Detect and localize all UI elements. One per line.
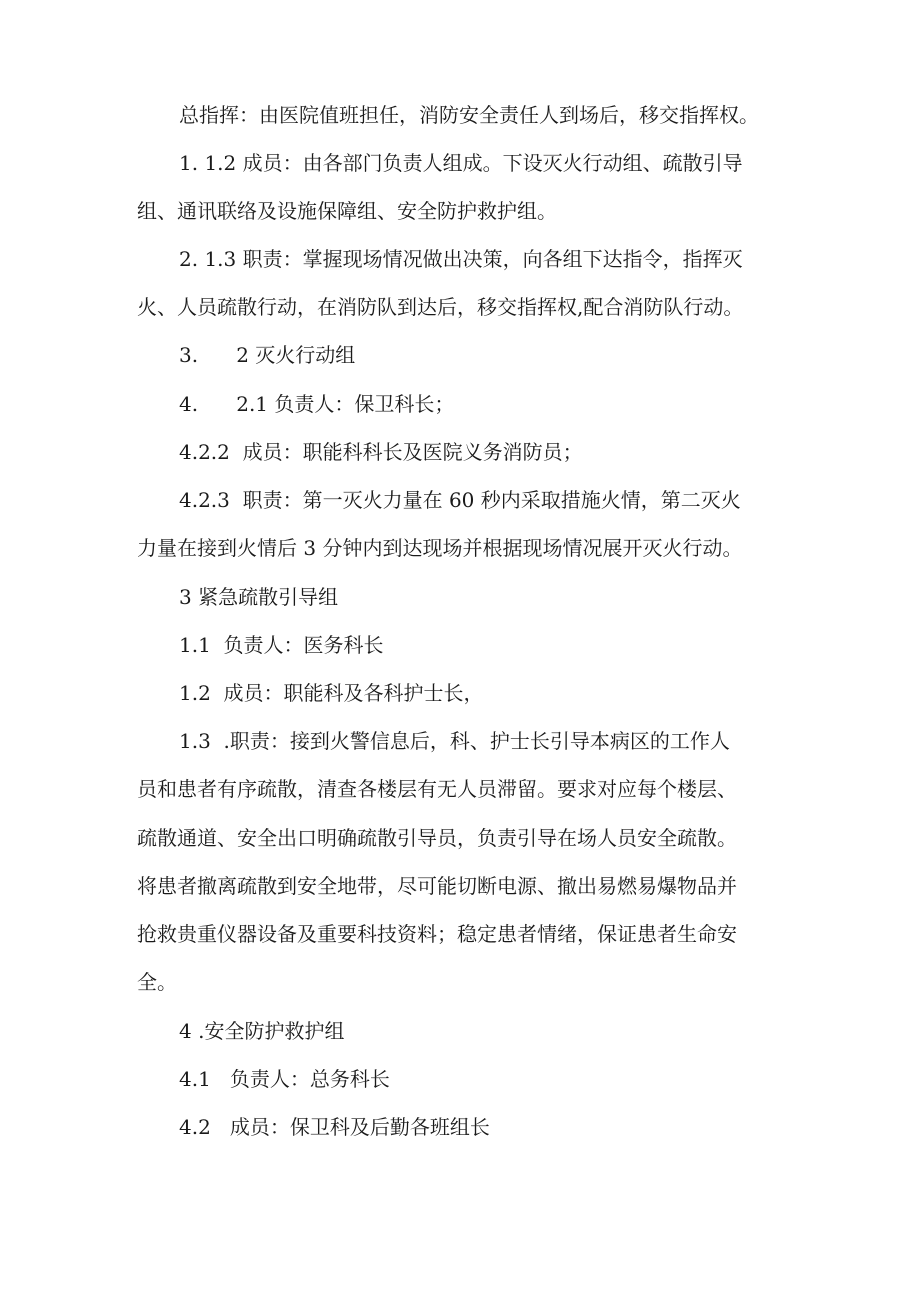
text-line-9: 4.2.3 职责：第一灭火力量在 60 秒内采取措施火情，第二灭火 (179, 488, 741, 512)
text-line-18: 抢救贵重仪器设备及重要科技资料；稳定患者情绪，保证患者生命安 (137, 922, 737, 946)
text-line-6: 3. 2 灭火行动组 (179, 343, 356, 367)
text-line-10: 力量在接到火情后 3 分钟内到达现场并根据现场情况展开灭火行动。 (137, 536, 743, 560)
text-line-3: 组、通讯联络及设施保障组、安全防护救护组。 (137, 199, 557, 223)
text-line-5: 火、人员疏散行动，在消防队到达后，移交指挥权,配合消防队行动。 (137, 295, 744, 319)
text-line-14: 1.3 .职责：接到火警信息后，科、护士长引导本病区的工作人 (179, 729, 730, 753)
text-line-8: 4.2.2 成员：职能科科长及医院义务消防员； (179, 440, 583, 464)
text-line-19: 全。 (137, 970, 177, 994)
text-line-17: 将患者撤离疏散到安全地带，尽可能切断电源、撤出易燃易爆物品并 (137, 874, 737, 898)
text-line-20: 4 .安全防护救护组 (179, 1019, 345, 1043)
text-line-11: 3 紧急疏散引导组 (179, 585, 339, 609)
text-line-4: 2. 1.3 职责：掌握现场情况做出决策，向各组下达指令，指挥灭 (179, 247, 743, 271)
text-line-1: 总指挥：由医院值班担任，消防安全责任人到场后，移交指挥权。 (179, 103, 759, 127)
text-line-15: 员和患者有序疏散，清查各楼层有无人员滞留。要求对应每个楼层、 (137, 777, 737, 801)
text-line-13: 1.2 成员：职能科及各科护士长， (179, 681, 484, 705)
text-line-2: 1. 1.2 成员：由各部门负责人组成。下设灭火行动组、疏散引导 (179, 151, 743, 175)
text-line-21: 4.1 负责人：总务科长 (179, 1067, 390, 1091)
text-line-7: 4. 2.1 负责人：保卫科长； (179, 392, 455, 416)
text-line-12: 1.1 负责人：医务科长 (179, 633, 384, 657)
text-line-22: 4.2 成员：保卫科及后勤各班组长 (179, 1115, 490, 1139)
text-line-16: 疏散通道、安全出口明确疏散引导员，负责引导在场人员安全疏散。 (137, 826, 737, 850)
